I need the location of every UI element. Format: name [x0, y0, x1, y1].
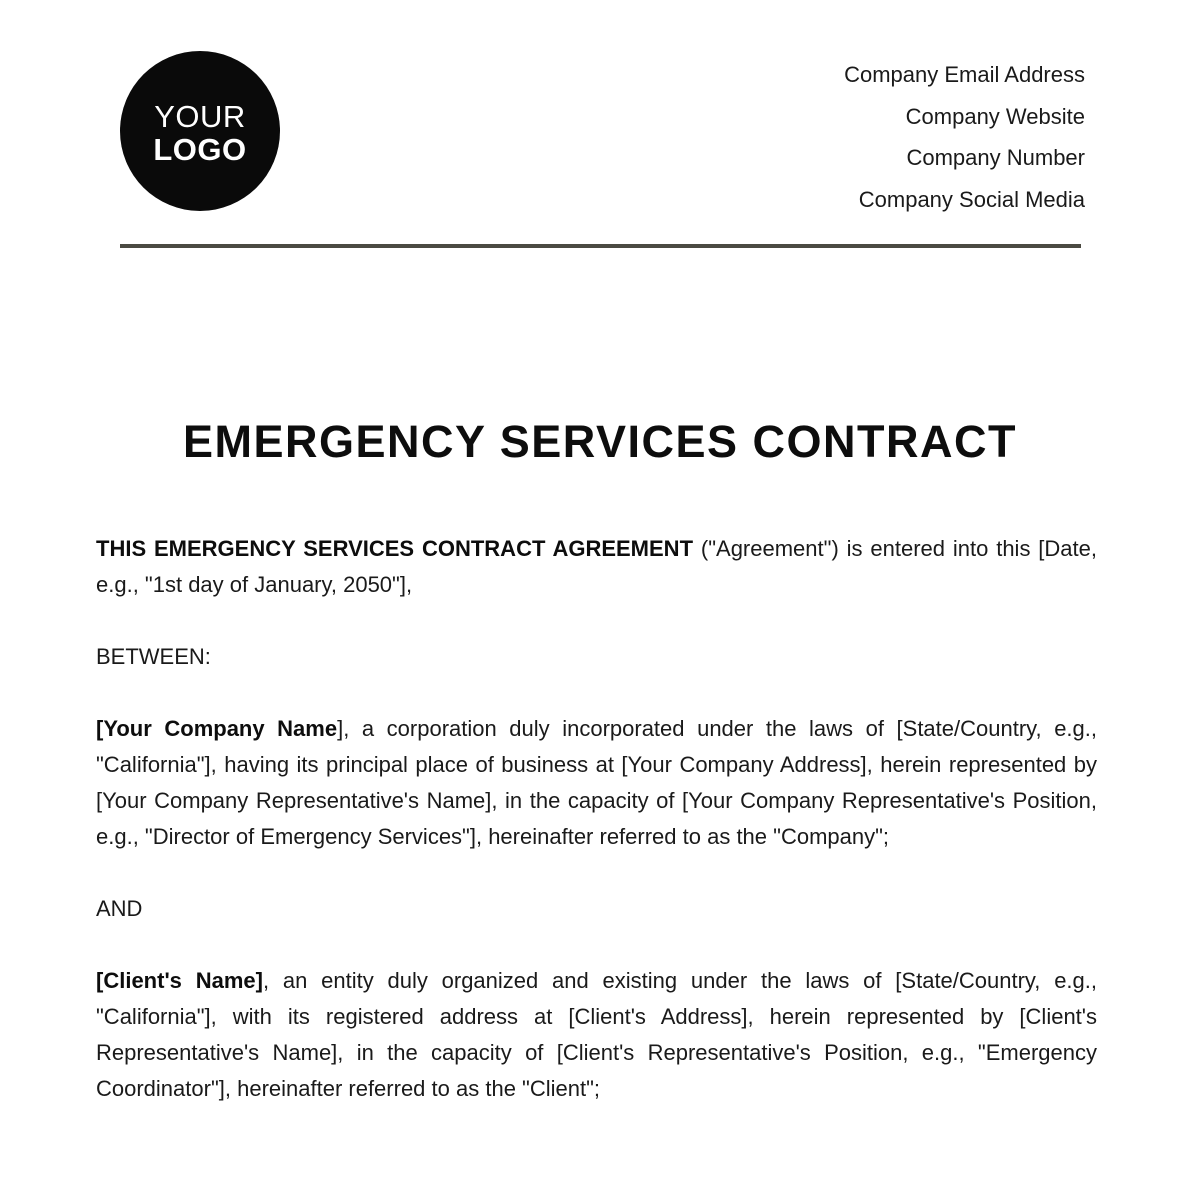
client-party-paragraph [96, 963, 1097, 1107]
company-name-placeholder: [Your Company Name [96, 716, 338, 741]
logo-text-line2: LOGO [153, 132, 247, 167]
company-email: Company Email Address [844, 62, 1085, 87]
intro-text: ("Agreement") is entered into this [Date, e.g., "1st day of January, 2050"], [96, 536, 1097, 597]
company-website: Company Website [905, 103, 1085, 129]
client-party-text: , an entity duly organized and existing under the laws of [State/Country, e.g., "California"], with its registered address at [Client's Address], herein represented by [Client's Representative's Name], in the capacity of [Client's Representative's Position, e.g., "Emergency Coordinator"], hereinafter referred to as the "Client"; [96, 968, 1098, 1101]
company-contact-block [844, 54, 1085, 220]
between-label: BETWEEN: [96, 644, 211, 669]
header-divider [120, 244, 1081, 248]
company-number: Company Number [906, 145, 1085, 170]
company-social-media: Company Social Media [858, 186, 1085, 212]
document-body [96, 531, 1097, 1143]
company-party-paragraph [96, 711, 1097, 855]
client-name-placeholder: [Client's Name] [96, 968, 263, 993]
company-party-text: ], a corporation duly incorporated under the laws of [State/Country, e.g., "California"], having its principal place of business at [Your Company Address], herein represented by [Your Company Representative's Name], in the capacity of [Your Company Representative's Position, e.g., "Director of Emergency Services"], hereinafter referred to as the "Company"; [96, 716, 1098, 849]
document-title: EMERGENCY SERVICES CONTRACT [183, 416, 1017, 467]
intro-paragraph [96, 531, 1097, 603]
and-label: AND [96, 896, 143, 921]
company-logo [120, 51, 280, 211]
logo-text-line1: YOUR [154, 99, 246, 134]
intro-bold-lead: THIS EMERGENCY SERVICES CONTRACT AGREEMENT [96, 536, 694, 561]
